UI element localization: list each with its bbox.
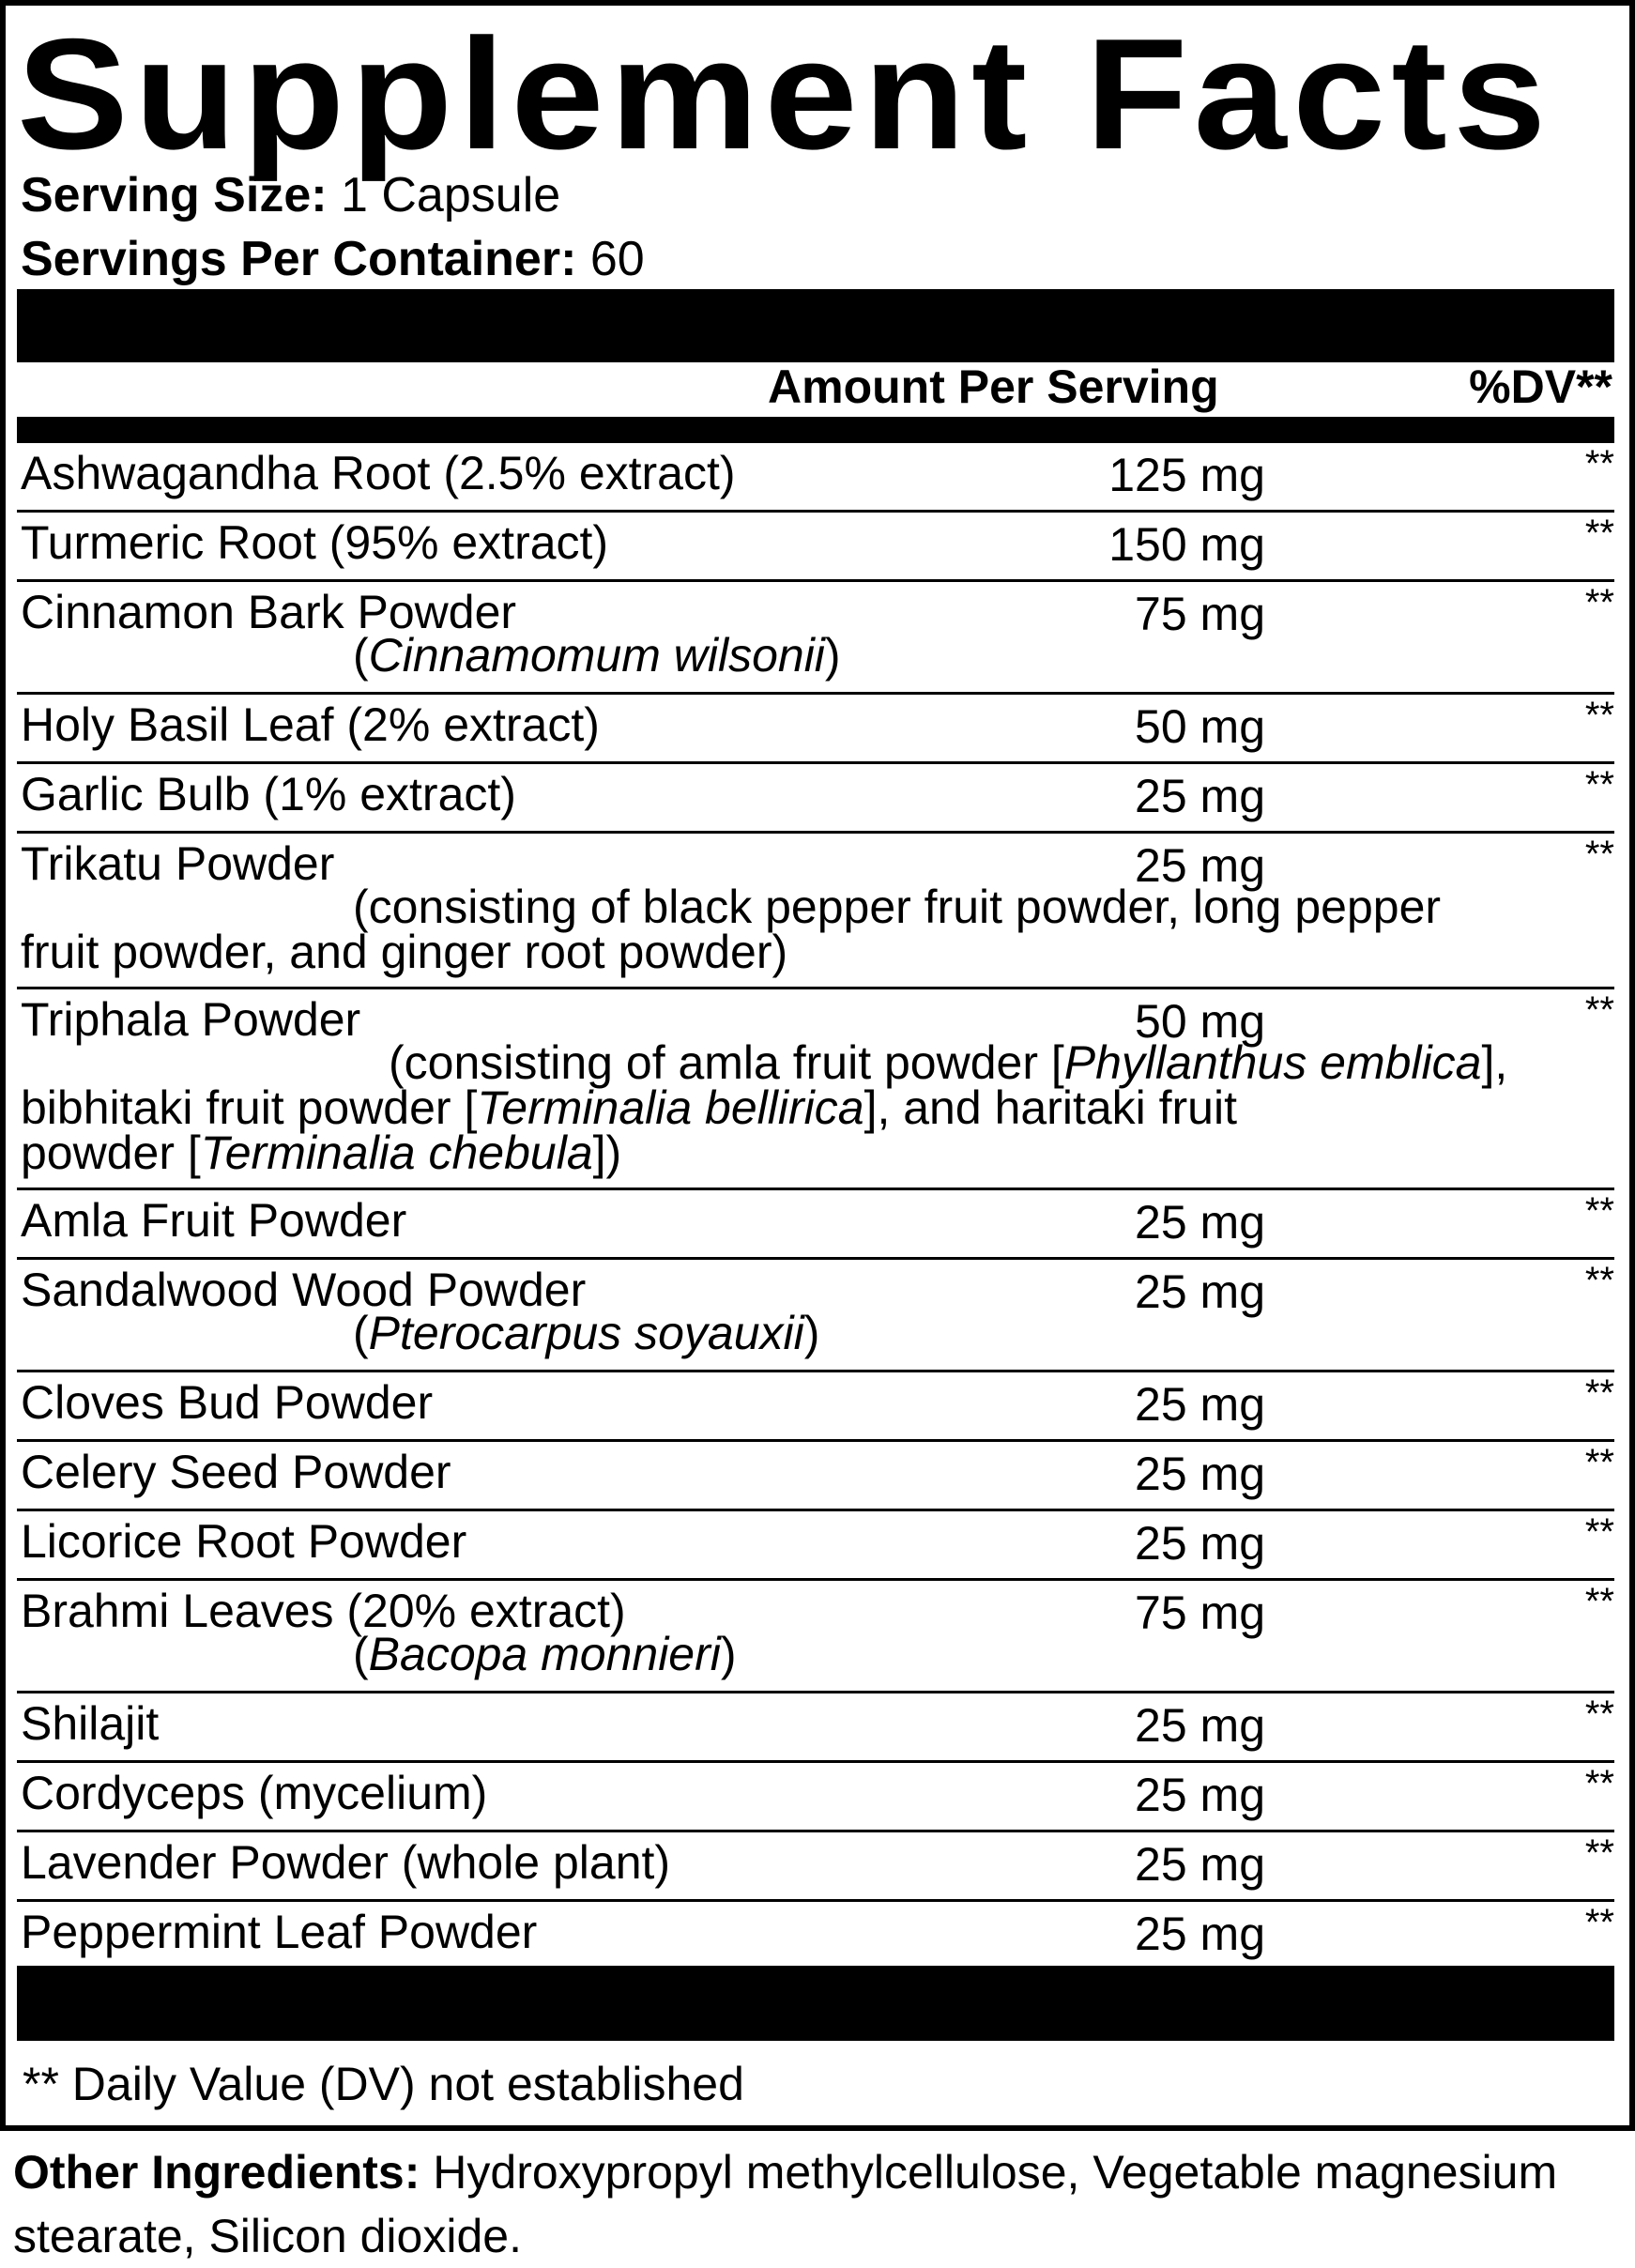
ingredient-name: Holy Basil Leaf (2% extract)	[21, 698, 600, 751]
paren-open: (	[353, 1307, 369, 1359]
ingredient-row	[17, 1372, 1614, 1442]
ingredient-name: Garlic Bulb (1% extract)	[21, 768, 516, 820]
ingredient-botanical-name	[353, 1628, 737, 1680]
description-text: bibhitaki fruit powder [	[21, 1081, 478, 1134]
ingredient-row	[17, 582, 1614, 695]
ingredient-row	[17, 764, 1614, 834]
ingredient-row	[17, 989, 1614, 1190]
ingredient-dv: **	[1584, 582, 1614, 623]
botanical-name: Terminalia bellirica	[477, 1081, 864, 1134]
botanical-name: Terminalia chebula	[200, 1126, 593, 1179]
ingredient-amount: 25 mg	[1135, 1908, 1265, 1960]
ingredient-name: Cloves Bud Powder	[21, 1376, 434, 1429]
paren-open: (	[353, 629, 369, 682]
botanical-name: Cinnamomum wilsonii	[368, 629, 825, 682]
ingredient-row	[17, 1511, 1614, 1581]
ingredient-row	[17, 834, 1614, 989]
ingredient-dv: **	[1584, 1832, 1614, 1874]
thick-divider-bottom	[17, 1966, 1614, 2041]
other-ingredients-label: Other Ingredients:	[13, 2146, 420, 2199]
ingredient-amount: 25 mg	[1135, 1265, 1265, 1318]
ingredient-name: Sandalwood Wood Powder	[21, 1264, 587, 1316]
medium-divider	[17, 417, 1614, 443]
ingredient-name: Lavender Powder (whole plant)	[21, 1836, 671, 1889]
ingredient-row	[17, 1581, 1614, 1693]
description-text: ],	[1481, 1036, 1508, 1089]
ingredient-dv: **	[1584, 695, 1614, 736]
ingredient-name: Ashwagandha Root (2.5% extract)	[21, 447, 736, 499]
serving-size	[21, 167, 560, 223]
ingredient-list	[17, 443, 1614, 1971]
ingredient-name: Amla Fruit Powder	[21, 1194, 407, 1247]
ingredient-name: Licorice Root Powder	[21, 1515, 467, 1568]
ingredient-description-line	[389, 1036, 1508, 1089]
ingredient-name: Cordyceps (mycelium)	[21, 1767, 488, 1819]
ingredient-name: Turmeric Root (95% extract)	[21, 516, 609, 569]
servings-per-container-label: Servings Per Container:	[21, 232, 577, 286]
ingredient-amount: 25 mg	[1135, 1517, 1265, 1570]
ingredient-dv: **	[1584, 764, 1614, 805]
panel-title: Supplement Facts	[17, 6, 1552, 182]
ingredient-description-line: (consisting of black pepper fruit powder, long pepper	[353, 881, 1442, 933]
dv-footnote: ** Daily Value (DV) not established	[23, 2058, 744, 2110]
ingredient-row	[17, 1260, 1614, 1372]
ingredient-amount: 25 mg	[1135, 770, 1265, 822]
ingredient-amount: 25 mg	[1135, 1769, 1265, 1821]
serving-size-label: Serving Size:	[21, 168, 328, 222]
servings-per-container-value: 60	[589, 232, 645, 286]
column-header-dv: %DV**	[1469, 360, 1612, 413]
paren-close: )	[720, 1628, 737, 1680]
ingredient-row	[17, 1190, 1614, 1260]
other-ingredients-text: Hydroxypropyl methylcellulose, Vegetable magnesium stearate, Silicon dioxide.	[13, 2146, 1558, 2262]
botanical-name: Phyllanthus emblica	[1063, 1036, 1482, 1089]
ingredient-amount: 25 mg	[1135, 1448, 1265, 1500]
ingredient-dv: **	[1584, 1442, 1614, 1483]
ingredient-dv: **	[1584, 1581, 1614, 1622]
ingredient-amount: 50 mg	[1135, 995, 1265, 1048]
ingredient-amount: 125 mg	[1108, 449, 1265, 501]
description-text: ])	[592, 1126, 622, 1179]
description-text: (consisting of amla fruit powder [	[389, 1036, 1064, 1089]
ingredient-name: Brahmi Leaves (20% extract)	[21, 1585, 626, 1637]
ingredient-botanical-name	[353, 1307, 820, 1359]
ingredient-description-line	[21, 1126, 622, 1179]
paren-close: )	[803, 1307, 820, 1359]
ingredient-amount: 25 mg	[1135, 839, 1265, 892]
other-ingredients	[13, 2140, 1609, 2268]
ingredient-amount: 150 mg	[1108, 518, 1265, 571]
thick-divider-top	[17, 289, 1614, 362]
paren-open: (	[353, 1628, 369, 1680]
description-text: ], and haritaki fruit	[863, 1081, 1237, 1134]
ingredient-amount: 25 mg	[1135, 1378, 1265, 1431]
ingredient-name: Peppermint Leaf Powder	[21, 1906, 538, 1958]
ingredient-dv: **	[1584, 1372, 1614, 1414]
ingredient-amount: 25 mg	[1135, 1838, 1265, 1891]
botanical-name: Pterocarpus soyauxii	[368, 1307, 804, 1359]
paren-close: )	[824, 629, 841, 682]
ingredient-amount: 75 mg	[1135, 1586, 1265, 1639]
ingredient-dv: **	[1584, 1190, 1614, 1232]
ingredient-dv: **	[1584, 1763, 1614, 1804]
ingredient-dv: **	[1584, 989, 1614, 1031]
ingredient-description-line: fruit powder, and ginger root powder)	[21, 926, 788, 978]
ingredient-row	[17, 1832, 1614, 1902]
ingredient-row	[17, 1442, 1614, 1511]
ingredient-amount: 50 mg	[1135, 700, 1265, 753]
column-header-amount: Amount Per Serving	[768, 360, 1219, 413]
serving-size-value: 1 Capsule	[341, 168, 561, 222]
servings-per-container	[21, 231, 645, 287]
ingredient-amount: 75 mg	[1135, 588, 1265, 640]
ingredient-name: Trikatu Powder	[21, 837, 335, 890]
ingredient-dv: **	[1584, 1693, 1614, 1735]
ingredient-row	[17, 695, 1614, 764]
ingredient-name: Cinnamon Bark Powder	[21, 586, 517, 638]
ingredient-amount: 25 mg	[1135, 1196, 1265, 1249]
ingredient-dv: **	[1584, 1902, 1614, 1943]
ingredient-row	[17, 513, 1614, 582]
ingredient-name: Shilajit	[21, 1697, 160, 1750]
ingredient-dv: **	[1584, 834, 1614, 875]
ingredient-name: Celery Seed Powder	[21, 1446, 451, 1498]
ingredient-description-line	[21, 1081, 1237, 1134]
ingredient-botanical-name	[353, 629, 841, 682]
ingredient-amount: 25 mg	[1135, 1699, 1265, 1752]
ingredient-row	[17, 443, 1614, 513]
ingredient-row	[17, 1693, 1614, 1763]
ingredient-row	[17, 1902, 1614, 1971]
description-text: powder [	[21, 1126, 201, 1179]
ingredient-dv: **	[1584, 513, 1614, 554]
ingredient-name: Triphala Powder	[21, 993, 361, 1046]
ingredient-dv: **	[1584, 1511, 1614, 1553]
ingredient-dv: **	[1584, 443, 1614, 484]
botanical-name: Bacopa monnieri	[368, 1628, 721, 1680]
ingredient-row	[17, 1763, 1614, 1832]
ingredient-dv: **	[1584, 1260, 1614, 1301]
